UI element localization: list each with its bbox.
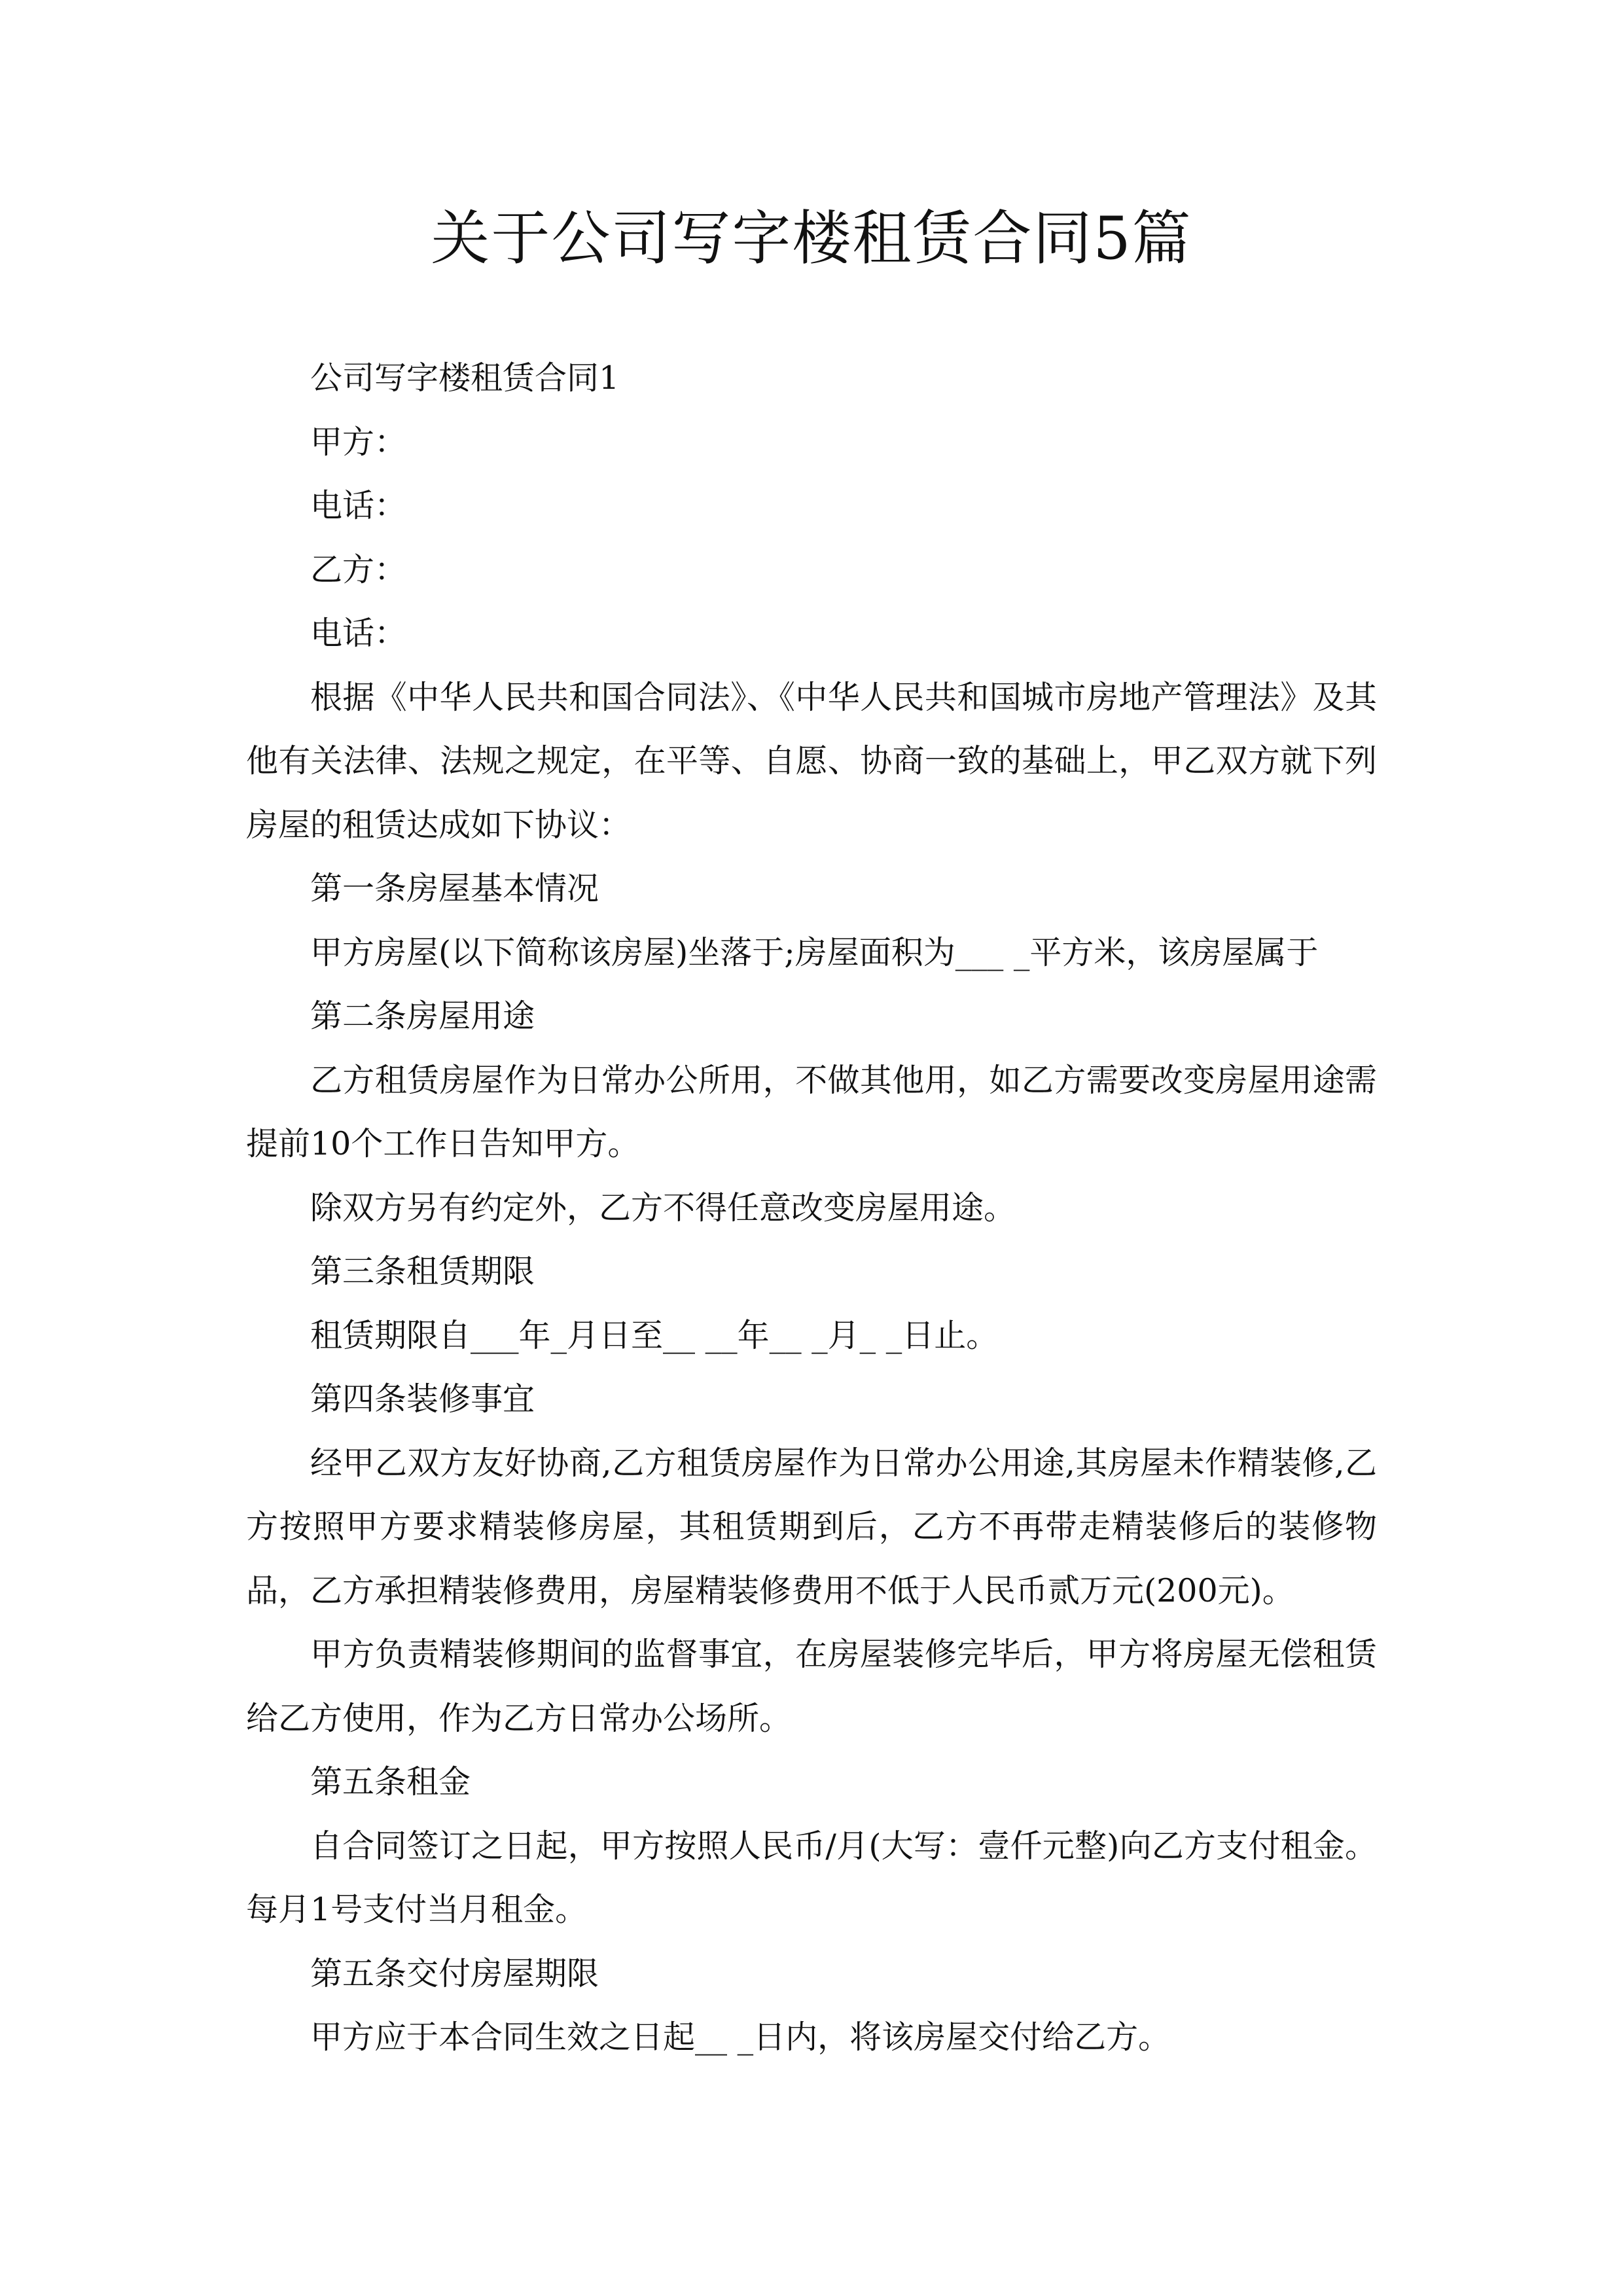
paragraph: 甲方房屋(以下简称该房屋)坐落于;房屋面积为___ _平方米，该房屋属于 [310,933,1319,971]
article-heading-5: 第五条租金 [310,1763,471,1801]
article-heading-5b: 第五条交付房屋期限 [310,1954,599,1992]
article-heading-1: 第一条房屋基本情况 [310,870,599,907]
document-body [246,346,1377,2070]
paragraph-phone-a: 电话： [310,487,407,524]
article-heading-3: 第三条租赁期限 [310,1253,535,1290]
paragraph: 甲方应于本合同生效之日起__ _日内，将该房屋交付给乙方。 [310,2018,1171,2056]
paragraph: 乙方租赁房屋作为日常办公所用，不做其他用，如乙方需要改变房屋用途需提前10个工作日告知甲方。 [246,1061,1377,1162]
paragraph: 甲方负责精装修期间的监督事宜，在房屋装修完毕后，甲方将房屋无偿租赁给乙方使用，作为乙方日常办公场所。 [246,1636,1377,1737]
paragraph: 除双方另有约定外，乙方不得任意改变房屋用途。 [310,1189,1016,1227]
paragraph-party-b: 乙方： [310,550,407,588]
article-heading-4: 第四条装修事宜 [310,1380,535,1418]
document-title: 关于公司写字楼租赁合同5篇 [431,204,1192,273]
paragraph: 自合同签订之日起，甲方按照人民币/月(大写：壹仟元整)向乙方支付租金。每月1号支付当月租金。 [246,1827,1377,1928]
paragraph-contract-heading: 公司写字楼租赁合同1 [310,359,620,397]
paragraph-preamble: 根据《中华人民共和国合同法》、《中华人民共和国城市房地产管理法》及其他有关法律、法规之规定，在平等、自愿、协商一致的基础上，甲乙双方就下列房屋的租赁达成如下协议： [246,678,1377,844]
article-heading-2: 第二条房屋用途 [310,997,535,1035]
paragraph: 租赁期限自___年_月日至__ __年__ _月_ _日止。 [310,1316,999,1354]
paragraph: 经甲乙双方友好协商,乙方租赁房屋作为日常办公用途,其房屋未作精装修,乙方按照甲方要求精装修房屋，其租赁期到后，乙方不再带走精装修后的装修物品，乙方承担精装修费用，房屋精装修费用不低于人民币贰万元(200元)。 [246,1444,1377,1609]
paragraph-phone-b: 电话： [310,615,407,652]
paragraph-party-a: 甲方： [310,423,407,461]
